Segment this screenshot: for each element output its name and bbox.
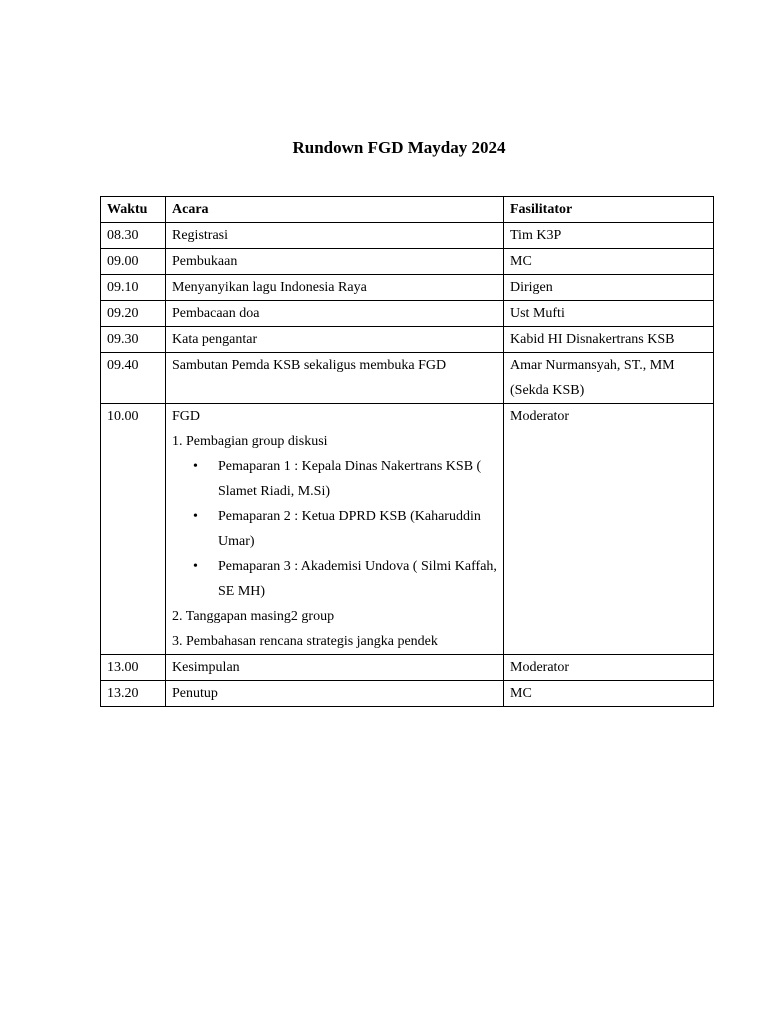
header-event: Acara [166, 197, 504, 223]
row-time: 08.30 [101, 223, 166, 249]
row-event: Pembacaan doa [166, 301, 504, 327]
row-event: Kata pengantar [166, 327, 504, 353]
row-facilitator: Moderator [504, 404, 714, 655]
row-time: 09.20 [101, 301, 166, 327]
row-facilitator: Ust Mufti [504, 301, 714, 327]
list-item: • Pemaparan 1 : Kepala Dinas Nakertrans KSB ( Slamet Riadi, M.Si) [172, 454, 497, 504]
header-time: Waktu [101, 197, 166, 223]
document-title: Rundown FGD Mayday 2024 [292, 138, 506, 157]
row-event: Pembukaan [166, 249, 504, 275]
rundown-table [100, 196, 714, 707]
row-event: Menyanyikan lagu Indonesia Raya [166, 275, 504, 301]
row-event: Penutup [166, 681, 504, 707]
table-row [101, 275, 714, 301]
row-facilitator [504, 353, 714, 404]
list-item: • Pemaparan 3 : Akademisi Undova ( Silmi Kaffah, SE MH) [172, 554, 497, 604]
row-time: 10.00 [101, 404, 166, 655]
agenda-item: 1. Pembagian group diskusi [172, 434, 328, 449]
list-item: • Pemaparan 2 : Ketua DPRD KSB (Kaharuddin Umar) [172, 504, 497, 554]
row-facilitator: MC [504, 249, 714, 275]
row-time: 13.00 [101, 655, 166, 681]
row-facilitator: Dirigen [504, 275, 714, 301]
table-row [101, 404, 714, 655]
facilitator-role: (Sekda KSB) [510, 383, 585, 398]
table-row [101, 301, 714, 327]
agenda-item: 2. Tanggapan masing2 group [172, 609, 335, 624]
table-row [101, 249, 714, 275]
table-header-row [101, 197, 714, 223]
row-event: Kesimpulan [166, 655, 504, 681]
row-time: 09.10 [101, 275, 166, 301]
header-facilitator: Fasilitator [504, 197, 714, 223]
facilitator-name: Amar Nurmansyah, ST., MM [510, 358, 675, 373]
table-row [101, 655, 714, 681]
table-row [101, 327, 714, 353]
row-time: 09.40 [101, 353, 166, 404]
row-time: 13.20 [101, 681, 166, 707]
row-facilitator: Moderator [504, 655, 714, 681]
row-time: 09.30 [101, 327, 166, 353]
row-event: Registrasi [166, 223, 504, 249]
agenda-item: 3. Pembahasan rencana strategis jangka pendek [172, 634, 438, 649]
table-row [101, 353, 714, 404]
row-facilitator: MC [504, 681, 714, 707]
row-event [166, 404, 504, 655]
table-row [101, 223, 714, 249]
row-facilitator: Kabid HI Disnakertrans KSB [504, 327, 714, 353]
event-title: FGD [172, 409, 201, 424]
row-time: 09.00 [101, 249, 166, 275]
table-row [101, 681, 714, 707]
row-event: Sambutan Pemda KSB sekaligus membuka FGD [166, 353, 504, 404]
row-facilitator: Tim K3P [504, 223, 714, 249]
presentation-list [172, 454, 497, 604]
